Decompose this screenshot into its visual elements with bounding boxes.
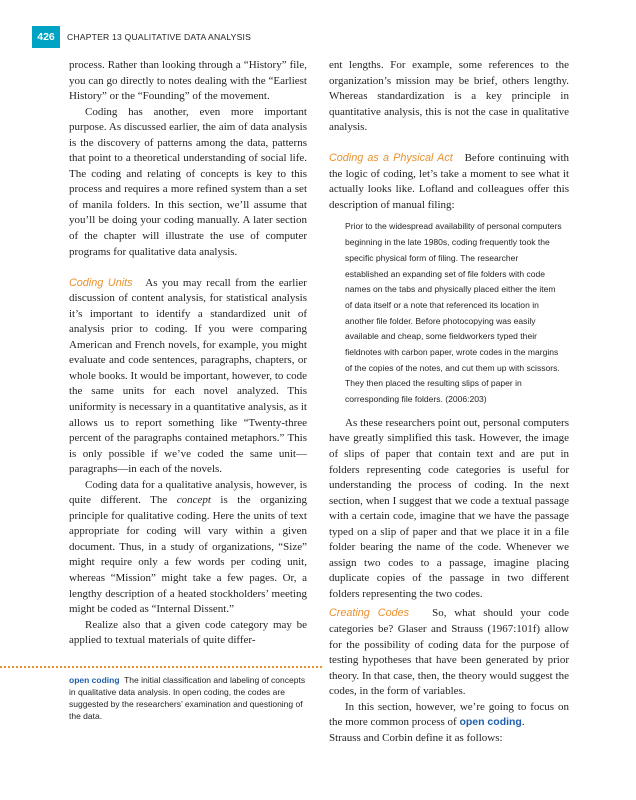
- paragraph: Coding has another, even more important purpose. As discussed earlier, the aim of data analysis is the discovery of patterns among the data, patterns that point to a theoretical understanding of social life. The coding and relating of concepts is key to this process and requires a more refined system than a set of manila folders. In this section, we’ll assume that you’ll be doing your coding manually. A later section of the chapter will illustrate the use of computer programs for qualitative data analysis.: [69, 105, 307, 258]
- paragraph-text: Before continuing with the logic of coding, let’s take a moment to see what it actually looks like. Lofland and colleagues offer this description of manual filing:: [329, 152, 569, 211]
- emphasis-text: concept: [176, 494, 211, 507]
- right-column: [329, 58, 569, 746]
- paragraph-text: .: [521, 716, 525, 729]
- section-heading-creating-codes: Creating Codes: [329, 607, 409, 620]
- paragraph-text: In this section, however, we’re going to focus on the more common process of: [329, 700, 569, 729]
- page-number: 426: [32, 26, 60, 48]
- glossary-term: open coding: [69, 675, 120, 685]
- paragraph-text: is the organizing principle for qualitative coding. Here the units of text appropriate for coding will vary within a given document. Thus, in a study of organizations, “Size” might require only a few words per coding unit, whereas “Mission” might take a few pages. Or, a lengthy description of a heated stockholders’ meeting might be coded as “Internal Dissent.”: [69, 494, 307, 616]
- key-term-open-coding: open coding: [459, 716, 522, 729]
- paragraph: [329, 700, 569, 731]
- paragraph-physical-act: [329, 151, 569, 213]
- glossary-divider: [0, 666, 322, 668]
- paragraph: As these researchers point out, personal computers have greatly simplified this task. However, the image of slips of paper that contain text and are put in folders representing code categories is useful for understanding the process of coding. In the next section, when I suggest that we code a textual passage with a certain code, imagine that we have the passage typed on a slip of paper and that we place it in a file folder bearing the name of the code. Whenever we assign two codes to a passage, imagine placing duplicate copies of the passage in two different folders representing the two codes.: [329, 416, 569, 600]
- running-header: [0, 26, 636, 48]
- paragraph-creating-codes: [329, 606, 569, 699]
- left-column: [69, 58, 307, 649]
- glossary-note: [69, 675, 307, 723]
- paragraph-text: So, what should your code categories be? Glaser and Strauss (1967:101f) allow for the possibility of coding data for the purpose of testing hypotheses that have been generated by prior theory. In that case, then, the theory would suggest the codes, in the form of variables.: [329, 607, 569, 698]
- paragraph-text: As you may recall from the earlier discussion of content analysis, for statistical analysis it’s important to identify a standardized unit of analysis prior to coding. If you were comparing American and French novels, for example, you might evaluate and code sentences, paragraphs, chapters, or whole books. It would be important, however, to code the same units for each novel analyzed. This uniformity is necessary in a quantitative analysis, as it allows us to report something like “Twenty-three percent of the paragraphs contained metaphors.” This is only possible if we’ve coded the same unit—paragraphs—in each of the novels.: [69, 276, 307, 476]
- section-heading-coding-units: Coding Units: [69, 276, 133, 289]
- paragraph: Realize also that a given code category may be applied to textual materials of quite differ-: [69, 618, 307, 647]
- paragraph: Strauss and Corbin define it as follows:: [329, 731, 503, 744]
- paragraph: ent lengths. For example, some references to the organization’s mission may be brief, others lengthy. Whereas standardization is a key principle in quantitative analysis, this is not the case in qualitative analysis.: [329, 59, 569, 134]
- paragraph: [69, 478, 307, 618]
- block-quote: Prior to the widespread availability of personal computers beginning in the late 1980s, coding frequently took the specific physical form of filing. The researcher established an expanding set of file folders with code names on the tabs and physically placed either the item of data itself or a note that referenced its location in another file folder. Before photocopying was easily available and cheap, some fieldworkers typed their fieldnotes with carbon paper, wrote codes in the margins of the copies of the notes, and cut them up with scissors. They then placed the resulting slips of paper in corresponding file folders. (2006:203): [345, 221, 562, 405]
- glossary-definition: The initial classification and labeling of concepts in qualitative data analysis. In open coding, the codes are suggested by the researchers’ examination and questioning of the data.: [69, 675, 306, 721]
- paragraph: process. Rather than looking through a “History” file, you can go directly to notes dealing with the “Earliest History” or the “Founding” of the movement.: [69, 59, 307, 103]
- chapter-title: CHAPTER 13 QUALITATIVE DATA ANALYSIS: [67, 32, 252, 42]
- paragraph-coding-units: [69, 276, 307, 478]
- paragraph-text: Coding data for a qualitative analysis, however, is quite different. The: [69, 478, 307, 507]
- section-heading-physical-act: Coding as a Physical Act: [329, 152, 453, 165]
